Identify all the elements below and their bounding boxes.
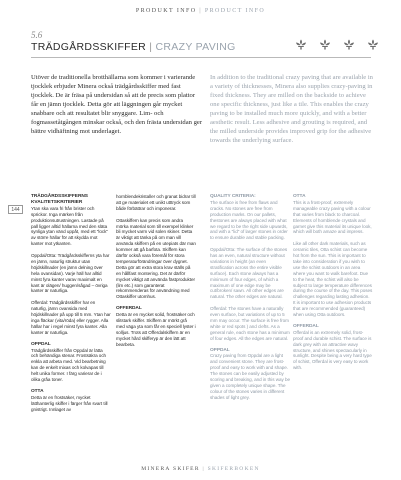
title-sv: TRÄDGÅRDSSKIFFER xyxy=(31,41,147,53)
subheading-offerdal: OFFERDAL xyxy=(116,306,142,312)
title-separator: | xyxy=(149,41,153,53)
footer-sv: MINERA SKIFER xyxy=(141,466,200,472)
paragraph: Offerdal: Trädgårdsskiffer har en naturlig, jämn ovansida med höjdskillnader på upp till 5 mm. Ytan har inga fläckar (vita/röda) eller rygger. Alla hällar har i regel minst fyra kanter. Alla kanter är naturliga. xyxy=(31,300,111,335)
column-swedish-2 xyxy=(116,194,196,353)
paragraph: Ottaskiffern kan precis som andra mörka material som till exempel klinker bli mycket varm vid solen skiner. Detta är viktigt att tänka på om man vill använda skiffern på en utepiats där man kommer att gå barfota. Skiffern kan därför också vara föremål för stora temperaturförändringar över dygnet. Detta gör att extra stora krav ställs på en hållfast montering. Det är därför mycket viktigt att använda fästprodukter (lim etc.) som garanterat rekommenderas för användning med Ottaskiffer utomhus. xyxy=(116,217,196,300)
fleur-de-lis-icon xyxy=(343,39,355,50)
intro-english: In addition to the traditional crazy paving that are available in a variety of thicknesses, Minera also supplies crazy-paving in fixed thickness. They are milled on the backside to achieve one specific thickness, just like a tile. This enables the crazy paving to be installed much more quickly, and with a better aesthetic result. Less adhesive and grouting is required, and the milled underside provides improved grip for the adhesive towards the underlying surface. xyxy=(210,74,373,144)
emblem xyxy=(364,39,382,50)
emblem xyxy=(292,39,310,50)
paragraph: Detta är en frostsäker, mycket lätthanterlig skiffer i färger från svart till gnistrigt. Innlaget av xyxy=(31,394,108,412)
subheading-otta: OTTA xyxy=(293,194,306,199)
paragraph: Like all other dark materials, such as ceramic tiles, Otta schist can become hot from the sun. This is important to take into consideration if you wish to use the schist outdoors in an area where you want to walk barefoot. Due to the heat, the schist will also be subject to large temperature differences during the course of the day. This poses challenges regarding lasting adhesion. It is important to use adhesion products that are recommended (guaranteed) when using Otta outdoors. xyxy=(293,241,373,318)
running-head xyxy=(0,8,401,14)
paragraph: Offerdal is an extremely solid, frost-proof and durable schist. The surface is dark grey with an attractive wavy structure, and shines spectacularly in sunlight. Despite being a very hard type of schist, Offerdal is very easy to work with. xyxy=(293,329,372,371)
title-en: CRAZY PAVING xyxy=(155,41,236,53)
footer-en: SKIFERBOKEN xyxy=(207,466,260,472)
paragraph: The surface is free from flaws and cracks. No stones are free from production marks. On our pallets, thestones are always placed with what we regard to be the right side upwards, and with a "lid" of larger stones in order to ensure durable and stable packing. xyxy=(210,199,288,241)
title-rule xyxy=(31,57,371,58)
paragraph: Offerdal: The stones have a naturally even surface, but variations of up to 5 mm may occur. The surface is free from white or red spots ) and clefts. As a general rule, each stone has a minimum of four edges. All the edges are natural. xyxy=(210,306,290,341)
column-english-2 xyxy=(293,194,373,377)
page-title xyxy=(31,41,236,53)
paragraph: Oppdal/Otta: The surface of the stones has an even, natural structure without variations in height (an even stratification across the entire visible surface). Each stone always has a minimum of four edges, of which a maximum of one edge may be cut/broken/ sawn. All other edges are natural. The other edges are natural. xyxy=(210,247,288,300)
fleur-de-lis-icon xyxy=(295,39,307,50)
paragraph: Trädgårdsskiffer från Oppdal är lätta och behändiga stenar. Frostsäkra och enkla att arbeta med. Vid bearbetning kan de enkelt mixas och kolvapas till helt unika former. I färg varierar de i olika gråa toner. xyxy=(31,347,107,383)
fleur-de-lis-icon xyxy=(319,39,331,50)
page-number: 144 xyxy=(8,205,23,214)
running-head-separator: | xyxy=(199,8,202,14)
paragraph: Detta är en mycket solid, frostsäker och slitstark skiffer. Skiffern är mörkt grå med väga yta som får en speciell lyster i solljus. Trots att Offerdalskiffern är en mycket hård skifferyp är den lätt att bearbeta. xyxy=(116,312,196,347)
fleur-de-lis-icon xyxy=(367,39,379,50)
paragraph: This is a frost-proof, extremely manageable crazy paving with a colour that varies from black to charcoal. Elements of hornblende crystals and garnet give this material its unique look, which will both amaze and impress. xyxy=(293,199,372,235)
paragraph: Oppdal/Otta: Trädgårdsskifferns yta har en jämn, naturlig struktur utan höjdskillnader (en jämn delning över hela ovansidan). Varje häll har alltid minst fyra kanter varav maximalt en kant är olägen/ huggen/sågad – övriga kanter är naturliga. xyxy=(31,253,110,294)
column-swedish-1 xyxy=(31,194,111,418)
running-head-sv: PRODUKT INFO xyxy=(135,8,197,14)
subheading-oppdal: OPPDAL xyxy=(210,347,230,353)
emblem-row xyxy=(292,39,382,50)
quality-criteria-heading: TRÄDGÅRDSSKIFFERNS KVALITETSKRITERIER xyxy=(31,194,88,205)
emblem xyxy=(340,39,358,50)
running-head-en: PRODUCT INFO xyxy=(204,8,266,14)
quality-criteria-heading: QUALITY CRITERIA: xyxy=(210,194,256,199)
paragraph: Crazy paving from Oppdal are a light and convenient stone. They are frost-proof and easy to work with and shape. The stones can be easily adjusted by scoring and breaking, and in this way be given a completely unique shape. The colour of the stones varies in different shades of light grey. xyxy=(210,353,290,400)
paragraph: Ytan ska vara fri från brister och sprickor. Inga märken från produktionsutrustningen. Lastade på pall ligger alltid hällarna med den släta synliga ytan vänd uppåt, med ett "lock" av större hällar för att skydda mot kanter mot ytkanten. xyxy=(31,205,108,247)
footer-separator: | xyxy=(202,466,205,472)
column-english-1 xyxy=(210,194,290,407)
paragraph: hornblendekristaller och granat bidrar till att ge materialet ett unikt utttryck som både förbättrar och imponerar. xyxy=(116,194,196,211)
emblem xyxy=(316,39,334,50)
subheading-offerdal: OFFERDAL xyxy=(293,323,319,329)
subheading-otta: OTTA xyxy=(31,388,44,394)
subheading-oppdal: OPPDAL xyxy=(31,341,51,347)
page-footer xyxy=(0,466,401,472)
intro-swedish: Utöver de traditionella brotthällarna som kommer i varierande tjocklek erbjuder Minera också trädgårdsskiffer med fast tjocklek. De är fräsa på undersidan så att de precis som plattor får en jämn tjocklek. Detta gör att läggningen går mycket snabbare och att resultatet blir snyggare. Lim- och fogmassetåtgången minskar också, och den frästa undersidan ger bättre vidhäftning mot underlaget. xyxy=(31,74,203,135)
section-number: 5.6 xyxy=(31,30,43,40)
